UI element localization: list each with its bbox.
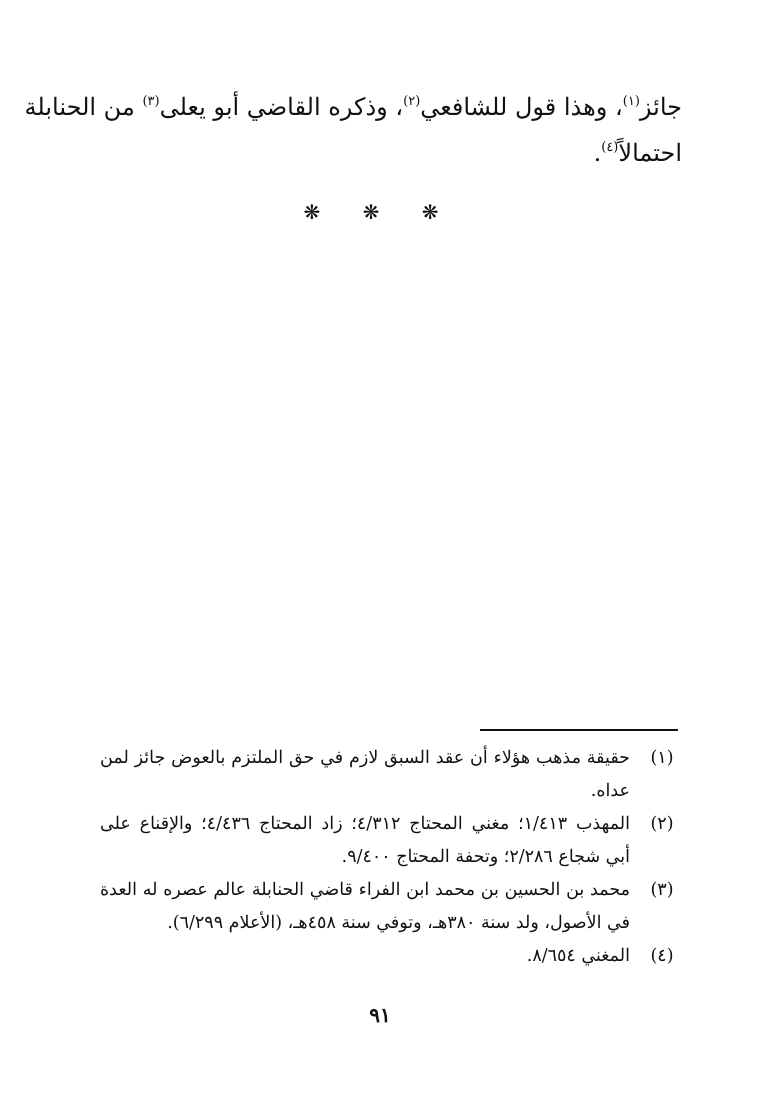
footnote-1: [100, 742, 682, 808]
body-text-segment: ، وهذا قول للشافعي: [420, 93, 623, 121]
body-text-segment: احتمالاً: [618, 139, 682, 167]
footnote-text: المهذب ١/٤١٣؛ مغني المحتاج ٤/٣١٢؛ زاد المحتاج ٤/٤٣٦؛ والإقناع على أبي شجاع ٢/٢٨٦؛ وتحفة المحتاج ٩/٤٠٠.: [100, 814, 631, 867]
body-line-1: [24, 84, 682, 130]
body-text-segment: .: [593, 139, 602, 167]
body-text-segment: جائز: [639, 93, 682, 121]
footnote-2: [100, 808, 682, 874]
section-separator: ❋ ❋ ❋: [303, 200, 457, 224]
footnote-number: (١): [650, 748, 674, 768]
footnote-ref-2: (٢): [403, 94, 421, 109]
body-text-segment: ، وذكره القاضي أبو يعلى: [159, 93, 404, 121]
footnote-number: (٢): [650, 814, 674, 834]
footnote-4: [100, 940, 682, 973]
footnote-number: (٣): [650, 880, 674, 900]
footnote-divider: [480, 729, 678, 731]
body-line-2: [92, 130, 682, 176]
footnote-ref-1: (١): [622, 94, 640, 109]
footnote-text: حقيقة مذهب هؤلاء أن عقد السبق لازم في حق الملتزم بالعوض جائز لمن عداه.: [100, 748, 630, 801]
footnote-ref-3: (٣): [142, 94, 160, 109]
footnote-ref-4: (٤): [601, 140, 619, 155]
footnote-3: [100, 874, 682, 940]
footnote-text: المغني ٨/٦٥٤.: [526, 946, 630, 966]
footnotes: [100, 742, 682, 973]
page-number: ٩١: [369, 1003, 391, 1027]
footnote-number: (٤): [650, 946, 674, 966]
footnote-text: محمد بن الحسين بن محمد ابن الفراء قاضي الحنابلة عالم عصره له العدة في الأصول، ولد سنة ٣٨٠هـ، وتوفي سنة ٤٥٨هـ، (الأعلام ٦/٢٩٩).: [100, 880, 630, 933]
body-text-segment: من الحنابلة: [24, 93, 143, 121]
